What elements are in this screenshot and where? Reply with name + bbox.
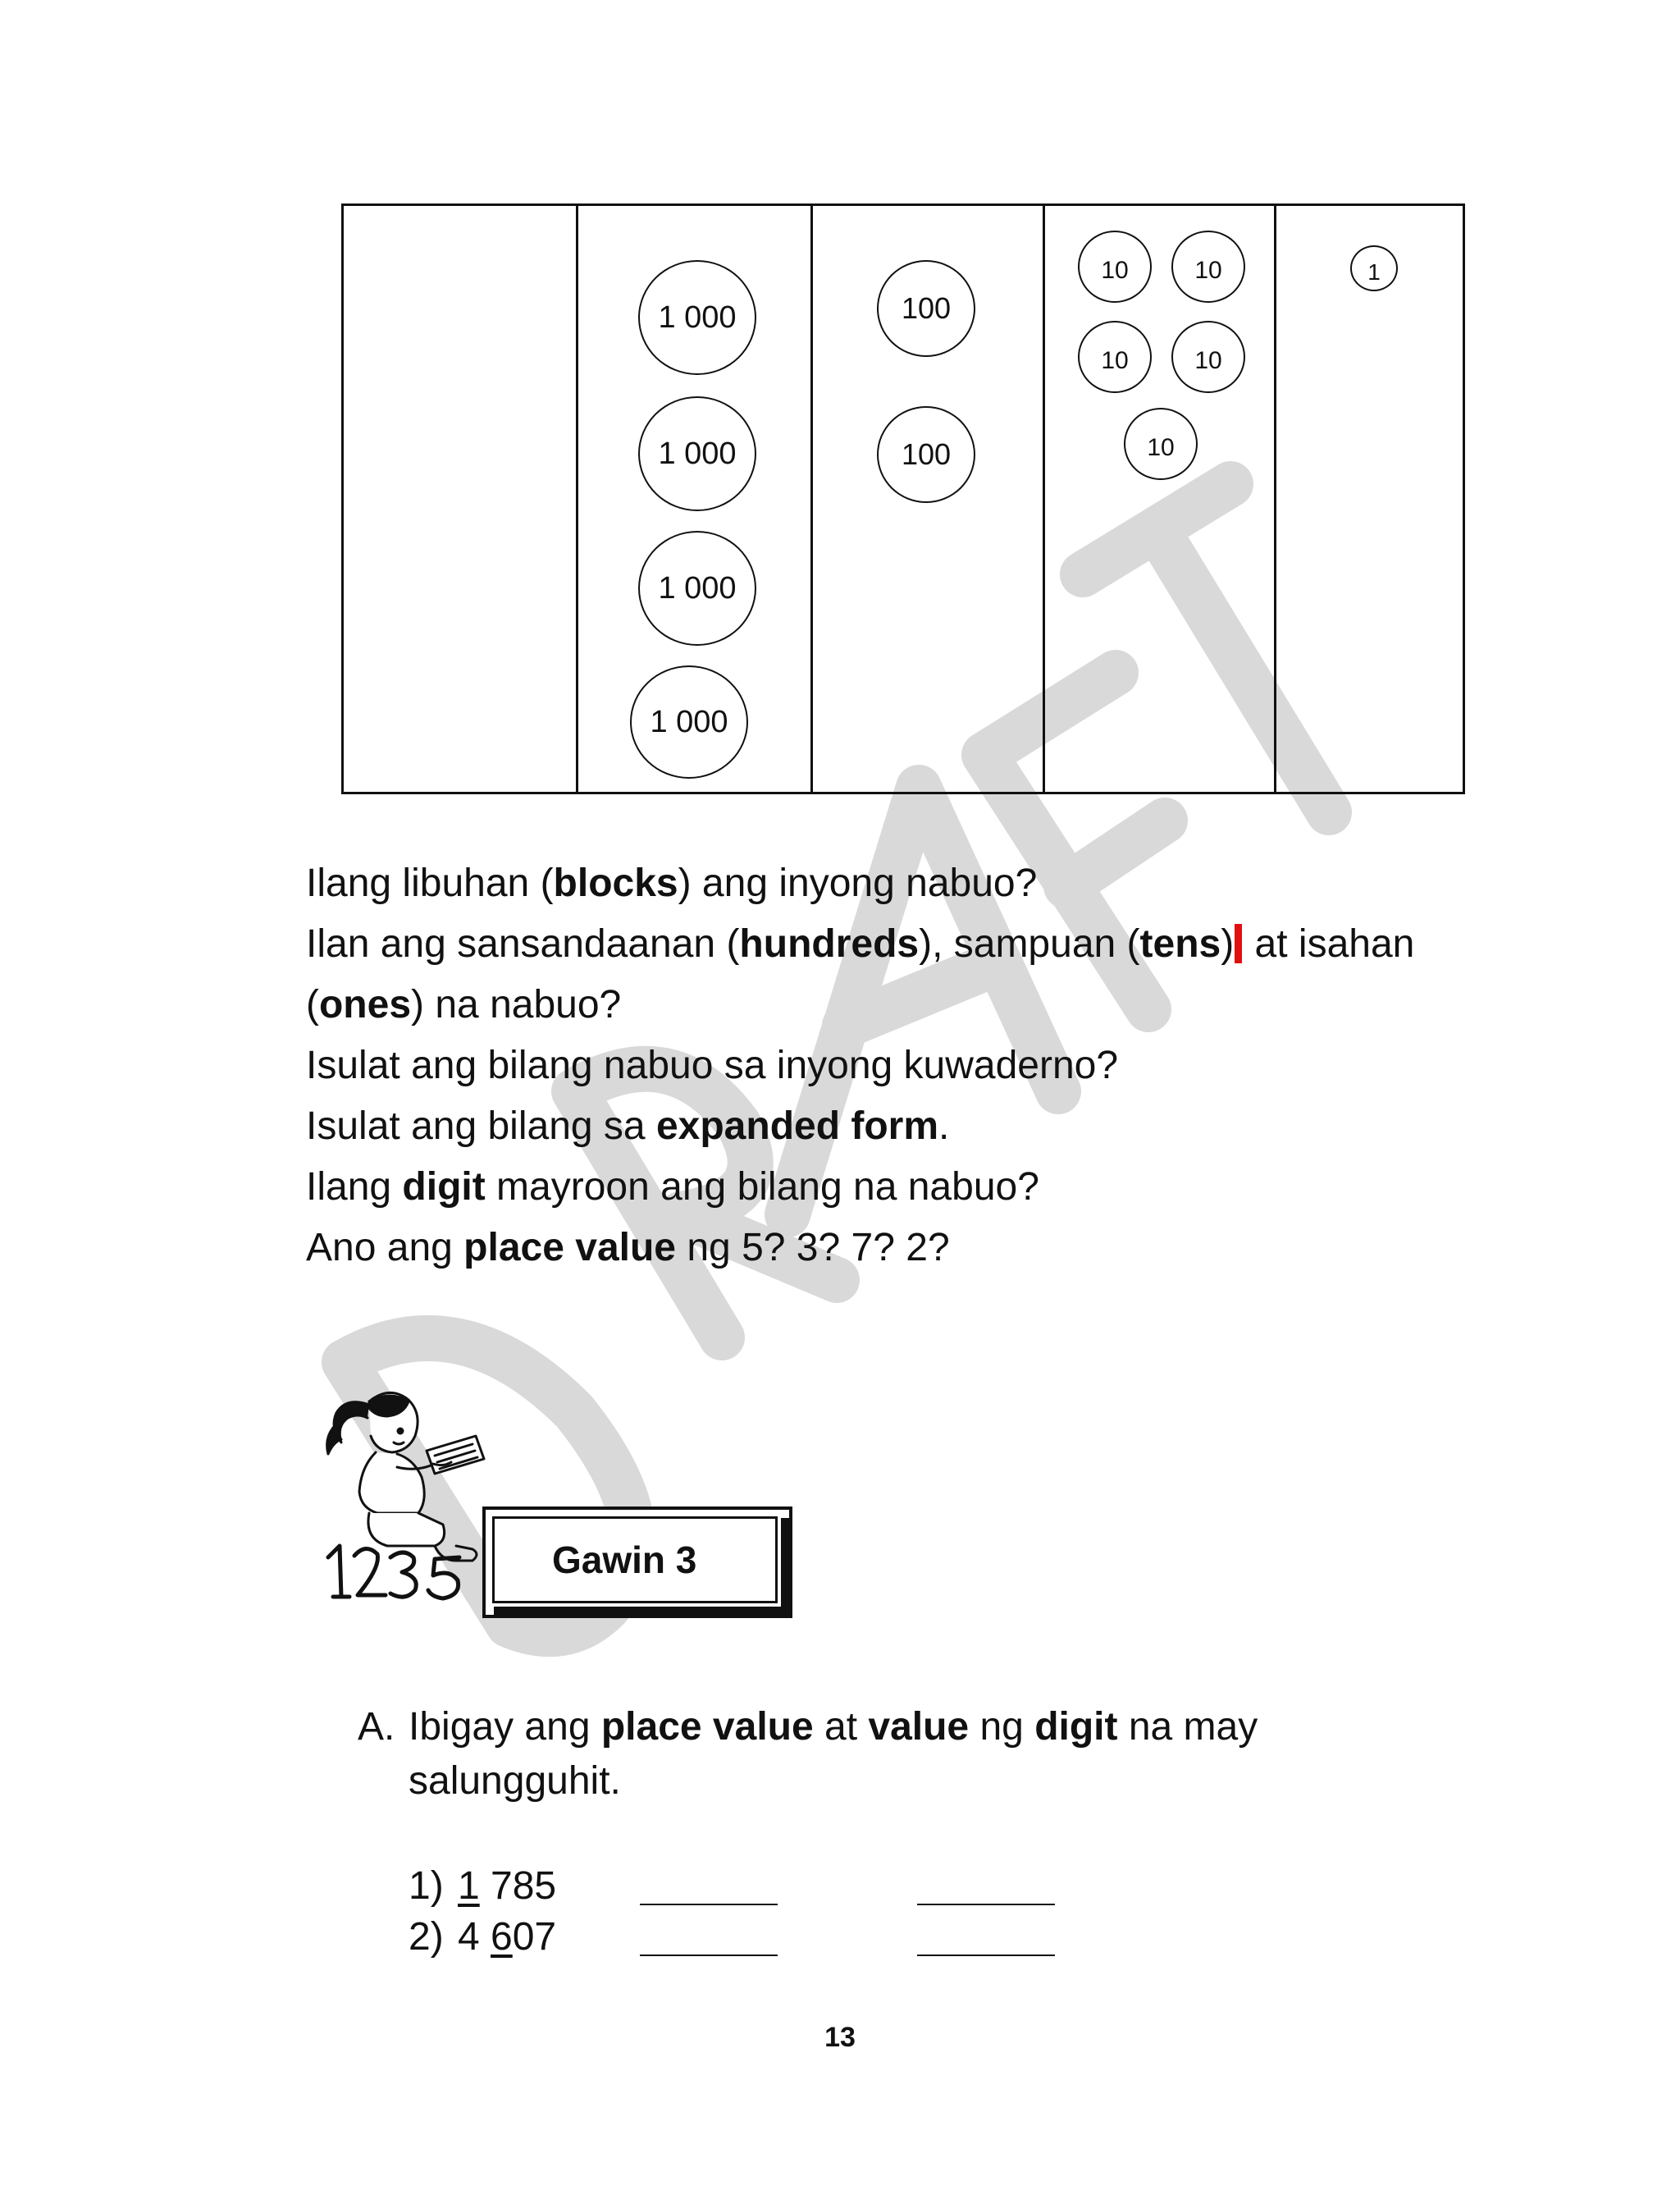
thousand-disc: 1 000: [638, 531, 756, 646]
hundred-disc: 100: [877, 406, 975, 503]
text-cursor-marker: [1235, 924, 1242, 963]
thousand-disc: 1 000: [638, 396, 756, 511]
question-hundreds-tens: Ilan ang sansandaanan (hundreds), sampuan (tens) at isahan: [306, 922, 1415, 966]
thousand-disc: 1 000: [638, 260, 756, 375]
column-hundreds: [810, 206, 1043, 792]
ten-disc: 10: [1171, 321, 1245, 393]
girl-with-calculator-illustration: [312, 1385, 500, 1607]
column-ones: [1274, 206, 1463, 792]
exercise-items: [409, 1861, 1147, 1963]
question-place-value: Ano ang place value ng 5? 3? 7? 2?: [306, 1226, 950, 1269]
ten-disc: 10: [1124, 408, 1198, 480]
question-write-number: Isulat ang bilang nabuo sa inyong kuwaderno?: [306, 1044, 1119, 1087]
question-expanded-form: Isulat ang bilang sa expanded form.: [306, 1104, 950, 1148]
item-number: 2): [409, 1915, 444, 1959]
activity-title-box: [482, 1506, 792, 1618]
column-tens: [1043, 206, 1274, 792]
one-disc: 1: [1350, 245, 1398, 291]
section-label: A.: [358, 1705, 395, 1749]
question-ones: (ones) na nabuo?: [306, 983, 622, 1026]
column-ten-thousands: [344, 206, 576, 792]
ten-disc: 10: [1078, 321, 1152, 393]
item-number-value: 1 785: [458, 1864, 557, 1908]
ten-disc: 10: [1171, 231, 1245, 303]
item-number-value: 4 607: [458, 1915, 557, 1959]
activity-title: Gawin 3: [492, 1516, 778, 1603]
box-shadow: [781, 1518, 789, 1615]
questions-block: [306, 853, 1495, 1278]
place-value-answer-blank[interactable]: [640, 1904, 778, 1905]
item-number: 1): [409, 1864, 444, 1908]
page-number: 13: [824, 2022, 856, 2053]
question-blocks: Ilang libuhan (blocks) ang inyong nabuo?: [306, 862, 1038, 905]
column-thousands: [576, 206, 810, 792]
thousand-disc: 1 000: [630, 665, 748, 779]
value-answer-blank[interactable]: [917, 1904, 1055, 1905]
question-digits: Ilang digit mayroon ang bilang na nabuo?: [306, 1165, 1039, 1209]
exercise-item: [409, 1861, 1147, 1912]
place-value-chart: [341, 203, 1465, 794]
hundred-disc: 100: [877, 260, 975, 357]
value-answer-blank[interactable]: [917, 1955, 1055, 1956]
place-value-answer-blank[interactable]: [640, 1955, 778, 1956]
ten-disc: 10: [1078, 231, 1152, 303]
exercise-item: [409, 1912, 1147, 1963]
box-shadow: [494, 1607, 789, 1615]
section-text: Ibigay ang place value at value ng digit na may salungguhit.: [409, 1705, 1258, 1803]
